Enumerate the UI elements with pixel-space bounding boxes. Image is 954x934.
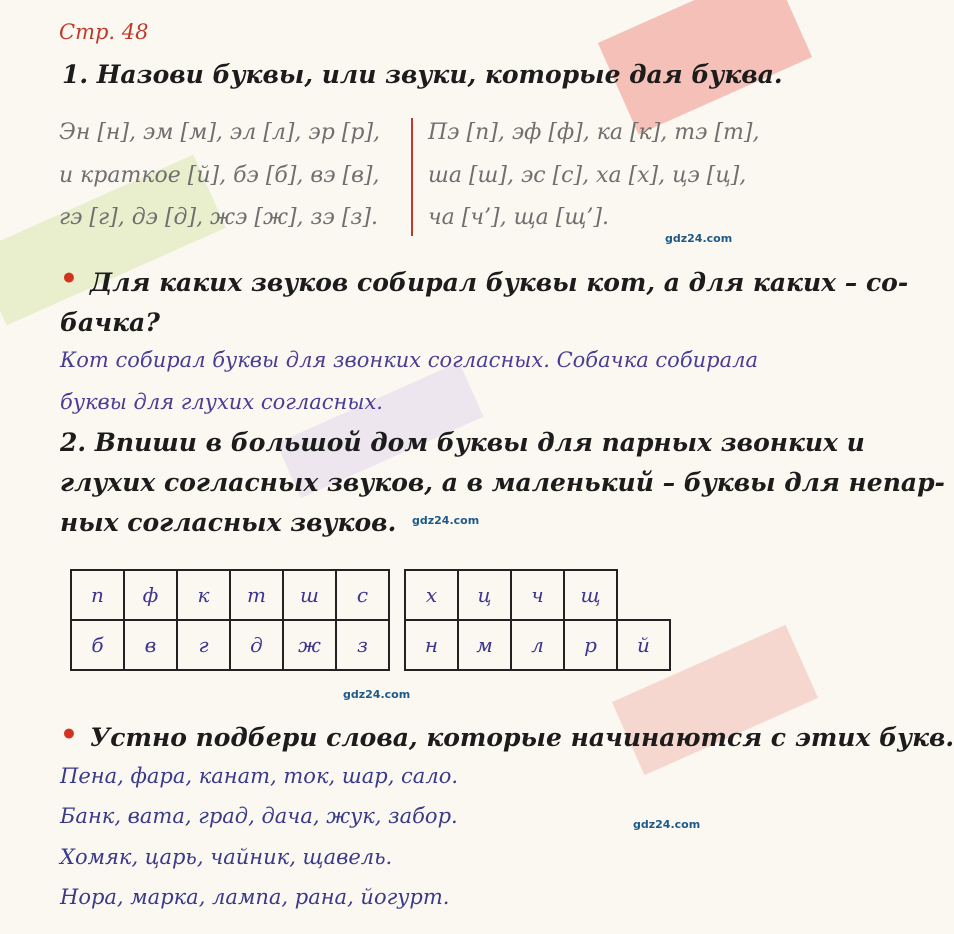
small-house-top-row: [405, 570, 670, 620]
task1-title: 1. Назови буквы, или звуки, которые дая буква.: [62, 60, 783, 89]
big-house-cell: с: [336, 570, 389, 620]
big-house-cell: з: [336, 620, 389, 670]
question1-answer-line-1: Кот собирал буквы для звонких согласных. Собачка собирала: [60, 348, 759, 372]
small-house-bottom-row: [405, 620, 670, 670]
big-house-cell: ш: [283, 570, 336, 620]
big-house-cell: б: [71, 620, 124, 670]
question1-line-1: Для каких звуков собирал буквы кот, а для каких – со-: [90, 268, 909, 297]
column-divider: [411, 118, 413, 236]
watermark-2: gdz24.com: [412, 514, 480, 527]
watermark-3: gdz24.com: [343, 688, 411, 701]
small-house-cell: м: [458, 620, 511, 670]
big-house-cell: ф: [124, 570, 177, 620]
bullet-icon: •: [60, 262, 78, 295]
small-house-cell: х: [405, 570, 458, 620]
task2-line-3: ных согласных звуков.: [60, 508, 397, 537]
big-house-table: [70, 569, 390, 671]
big-house-cell: т: [230, 570, 283, 620]
small-house-cell: н: [405, 620, 458, 670]
small-house-cell: щ: [564, 570, 617, 620]
task1-left-line-3: гэ [г], дэ [д], жэ [ж], зэ [з].: [59, 205, 379, 230]
question1-answer-line-2: буквы для глухих согласных.: [60, 390, 383, 414]
task1-right-line-1: Пэ [п], эф [ф], ка [к], тэ [т],: [428, 120, 760, 145]
small-house-cell: л: [511, 620, 564, 670]
small-house-cell: ч: [511, 570, 564, 620]
big-house-cell: г: [177, 620, 230, 670]
question2-answer-line-2: Банк, вата, град, дача, жук, забор.: [60, 804, 458, 828]
small-house-empty: [617, 570, 670, 620]
bullet-icon: •: [60, 718, 78, 751]
watermark-1: gdz24.com: [665, 232, 733, 245]
task1-right-line-3: ча [ч’], ща [щ’].: [428, 205, 609, 230]
question2-title: Устно подбери слова, которые начинаются с этих букв.: [90, 723, 954, 752]
big-house-top-row: [71, 570, 389, 620]
question2-answer-line-4: Нора, марка, лампа, рана, йогурт.: [60, 885, 450, 909]
task1-left-line-2: и краткое [й], бэ [б], вэ [в],: [59, 163, 380, 188]
big-house-cell: в: [124, 620, 177, 670]
question2-answer-line-1: Пена, фара, канат, ток, шар, сало.: [60, 764, 459, 788]
task2-line-1: 2. Впиши в большой дом буквы для парных звонких и: [60, 428, 865, 457]
small-house-cell: ц: [458, 570, 511, 620]
watermark-4: gdz24.com: [633, 818, 701, 831]
task1-left-line-1: Эн [н], эм [м], эл [л], эр [р],: [59, 120, 381, 145]
small-house-cell: р: [564, 620, 617, 670]
big-house-cell: к: [177, 570, 230, 620]
small-house-table: [404, 569, 671, 671]
big-house-cell: д: [230, 620, 283, 670]
small-house-cell: й: [617, 620, 670, 670]
big-house-cell: ж: [283, 620, 336, 670]
task2-line-2: глухих согласных звуков, а в маленький – буквы для непар-: [60, 468, 945, 497]
task1-right-line-2: ша [ш], эс [с], ха [х], цэ [ц],: [428, 163, 747, 188]
big-house-bottom-row: [71, 620, 389, 670]
question2-answer-line-3: Хомяк, царь, чайник, щавель.: [60, 845, 393, 869]
question1-line-2: бачка?: [60, 308, 160, 337]
page-label: Стр. 48: [59, 20, 149, 44]
big-house-cell: п: [71, 570, 124, 620]
